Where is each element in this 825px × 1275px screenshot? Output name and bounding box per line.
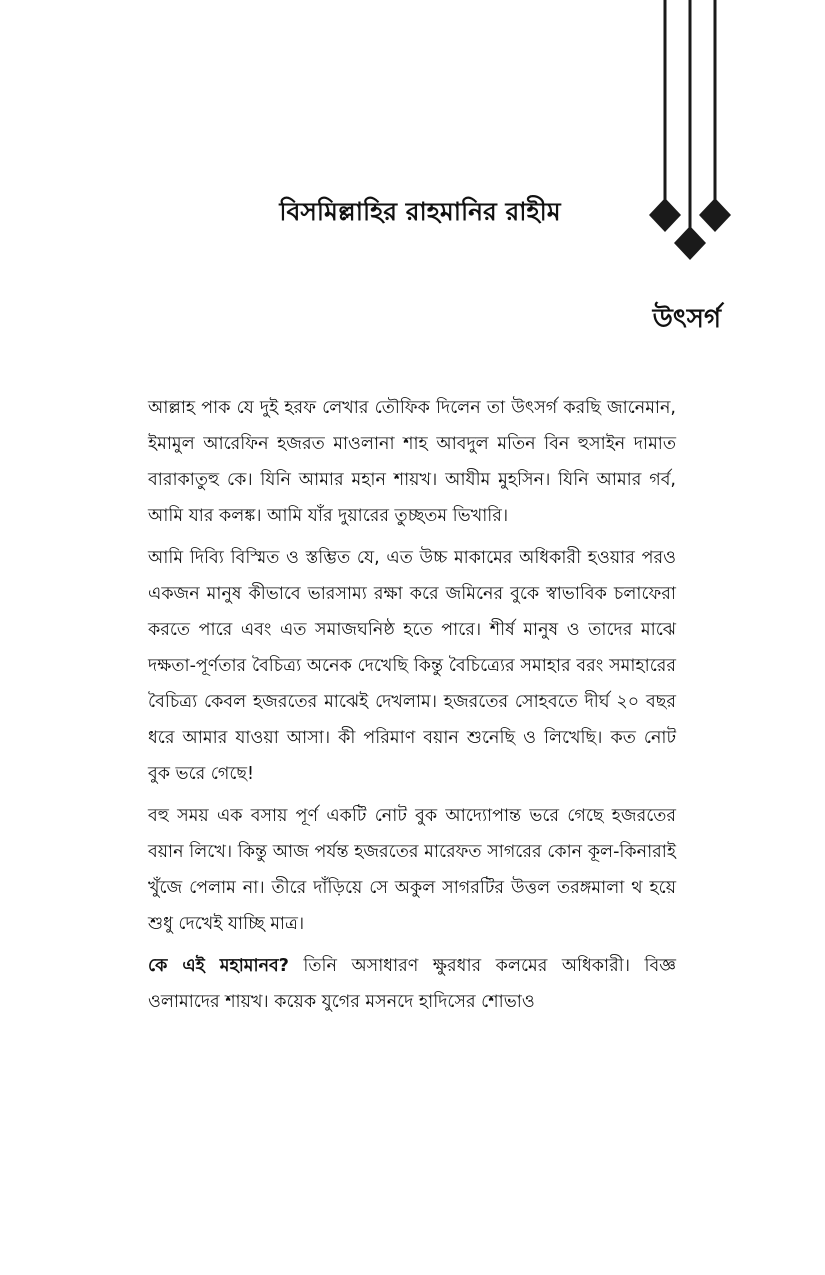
paragraph: বহু সময় এক বসায় পূর্ণ একটি নোট বুক আদ্যোপান্ত ভরে গেছে হজরতের বয়ান লিখে। কিন্তু আজ পর্যন্ত হজরতের মারেফত সাগরের কোন কূল-কিনারাই খুঁজে পেলাম না। তীরে দাঁড়িয়ে সে অকুল সাগরটির উত্তল তরঙ্গমালা থ হয়ে শুধু দেখেই যাচ্ছি মাত্র।	[148, 806, 676, 934]
paragraph: আমি দিব্যি বিস্মিত ও স্তম্ভিত যে, এত উচ্চ মাকামের অধিকারী হওয়ার পরও একজন মানুষ কীভাবে ভারসাম্য রক্ষা করে জমিনের বুকে স্বাভাবিক চলাফেরা করতে পারে এবং এত সমাজঘনিষ্ঠ হতে পারে। শীর্ষ মানুষ ও তাদের মাঝে দক্ষতা-পূর্ণতার বৈচিত্র্য অনেক দেখেছি কিন্তু বৈচিত্র্যের সমাহার বরং সমাহারের বৈচিত্র্য কেবল হজরতের মাঝেই দেখলাম। হজরতের সোহবতে দীর্ঘ ২০ বছর ধরে আমার যাওয়া আসা। কী পরিমাণ বয়ান শুনেছি ও লিখেছি। কত নোট বুক ভরে গেছে!	[148, 548, 676, 784]
paragraph	[148, 948, 676, 1020]
paragraph-lead-phrase: কে এই মহামানব?	[148, 956, 289, 976]
hanging-diamonds-icon	[640, 0, 750, 280]
section-title: উৎসর্গ	[652, 304, 721, 334]
paragraph: আল্লাহ পাক যে দুই হরফ লেখার তৌফিক দিলেন তা উৎসর্গ করছি জানেমান, ইমামুল আরেফিন হজরত মাওলানা শাহ আবদুল মতিন বিন হুসাইন দামাত বারাকাতুহু কে। যিনি আমার মহান শায়খ। আযীম মুহসিন। যিনি আমার গর্ব, আমি যার কলঙ্ক। আমি যাঁর দুয়ারের তুচ্ছতম ভিখারি।	[148, 398, 676, 526]
page-heading: বিসমিল্লাহির রাহমানির রাহীম	[279, 197, 561, 226]
paragraph-text: তিনি অসাধারণ ক্ষুরধার কলমের অধিকারী। বিজ্ঞ ওলামাদের শায়খ। কয়েক যুগের মসনদে হাদিসের শোভাও	[148, 956, 676, 1012]
body-text	[148, 390, 676, 1026]
